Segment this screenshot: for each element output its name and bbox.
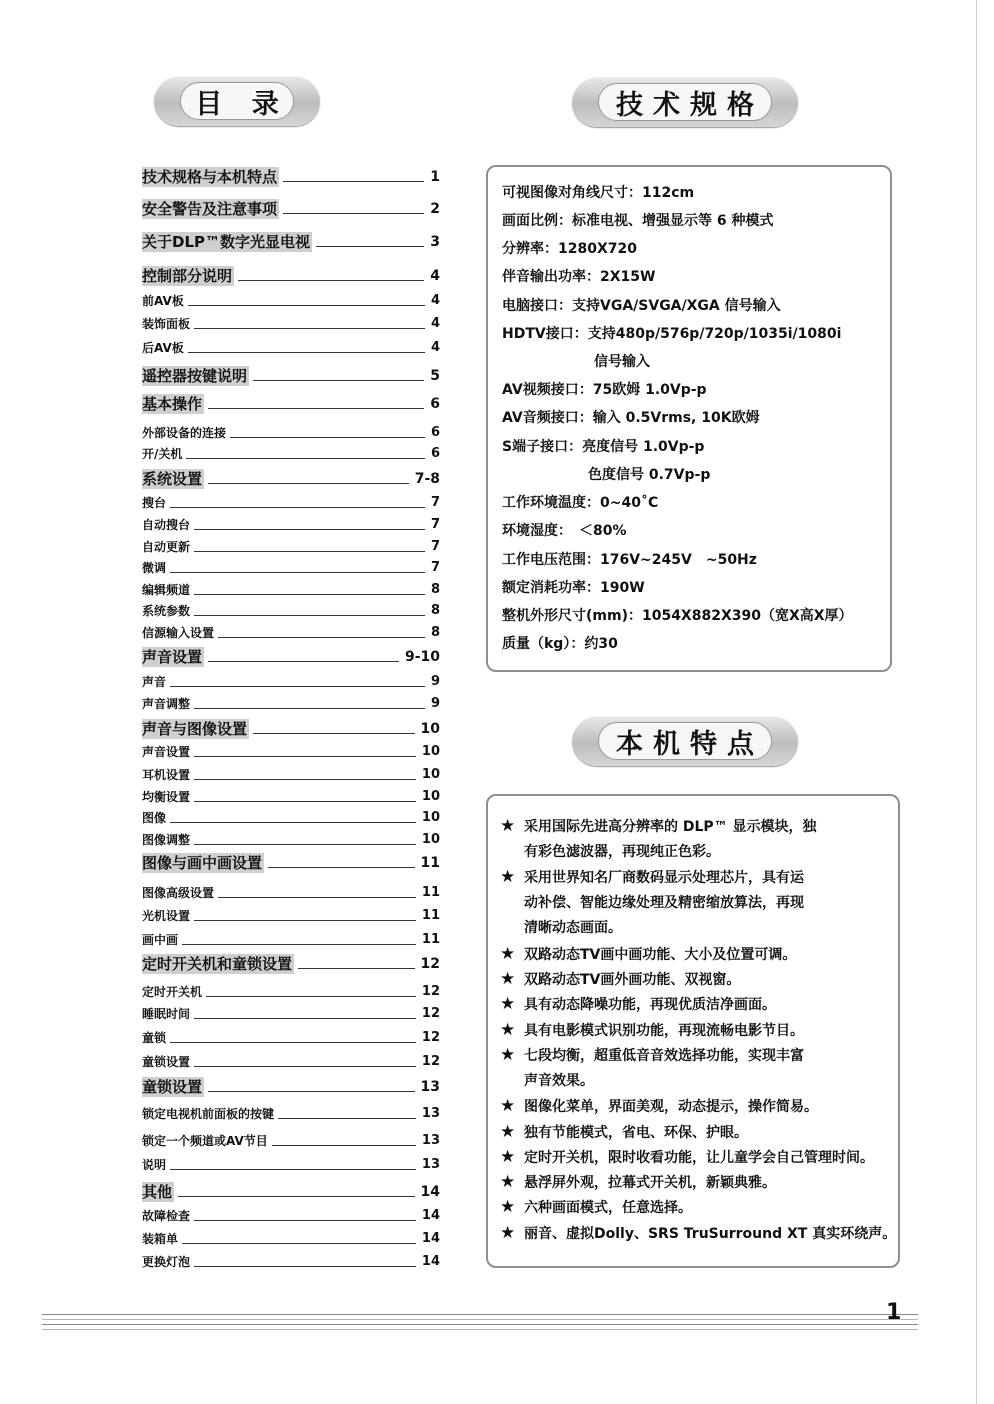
toc-page-number: 10 <box>420 721 440 737</box>
toc-label: 开/关机 <box>142 447 183 461</box>
spec-line: 分辨率：1280X720 <box>502 241 637 257</box>
feature-text: 具有电影模式识别功能，再现流畅电影节目。 <box>524 1023 804 1039</box>
toc-label: 定时开关机 <box>142 985 203 999</box>
toc-label: 声音与图像设置 <box>142 720 248 738</box>
features-heading-pill <box>572 716 798 766</box>
toc-page-number: 14 <box>421 1231 440 1246</box>
toc-page-number: 12 <box>420 956 440 972</box>
toc-label: 搜台 <box>142 496 167 510</box>
toc-leader <box>253 380 424 381</box>
toc-page-number: 11 <box>420 855 440 871</box>
toc-subsection <box>142 291 440 311</box>
feature-text-continued: 有彩色滤波器，再现纯正色彩。 <box>524 844 720 860</box>
toc-subsection <box>142 1131 440 1151</box>
toc-label: 睡眠时间 <box>142 1007 191 1021</box>
toc-label: 童锁设置 <box>142 1055 191 1069</box>
toc-leader <box>272 1145 416 1146</box>
spec-line: 色度信号 0.7Vp-p <box>588 467 711 483</box>
toc-leader <box>218 637 425 638</box>
star-icon: ★ <box>500 994 516 1014</box>
toc-page-number: 7 <box>430 539 440 554</box>
toc-label: 遥控器按键说明 <box>142 367 248 385</box>
toc-label: 声音 <box>142 675 167 689</box>
toc-label: 定时开关机和童锁设置 <box>142 955 293 973</box>
feature-text: 双路动态TV画中画功能、大小及位置可调。 <box>524 947 797 963</box>
toc-subsection <box>142 765 440 785</box>
feature-text: 七段均衡，超重低音音效选择功能，实现丰富 <box>524 1048 804 1064</box>
toc-subsection <box>142 1252 440 1272</box>
spec-line: HDTV接口：支持480p/576p/720p/1035i/1080i <box>502 326 842 342</box>
toc-subsection <box>142 930 440 950</box>
toc-subsection <box>142 423 440 443</box>
toc-page-number: 11 <box>421 908 440 923</box>
toc-page-number: 11 <box>421 932 440 947</box>
toc-subsection <box>142 601 440 621</box>
toc-leader <box>178 1196 415 1197</box>
spec-line: 整机外形尺寸(mm)：1054X882X390（宽X高X厚） <box>502 608 853 624</box>
toc-section <box>142 167 440 187</box>
toc-leader <box>208 661 399 662</box>
toc-section <box>142 266 440 286</box>
feature-item <box>500 1197 692 1218</box>
toc-subsection <box>142 1206 440 1226</box>
toc-label: 说明 <box>142 1158 167 1172</box>
toc-label: 更换灯泡 <box>142 1255 191 1269</box>
toc-leader <box>170 1169 416 1170</box>
feature-item <box>500 994 776 1015</box>
star-icon: ★ <box>500 1020 516 1040</box>
specs-heading-pill <box>572 77 798 127</box>
toc-label: 后AV板 <box>142 341 184 355</box>
toc-section <box>142 394 440 414</box>
toc-page-number: 4 <box>430 316 440 331</box>
toc-leader <box>194 1220 416 1221</box>
toc-leader <box>316 246 424 247</box>
page-number: 1 <box>886 1300 902 1325</box>
feature-text: 采用国际先进高分辨率的 DLP™ 显示模块，独 <box>524 819 817 835</box>
toc-subsection <box>142 1052 440 1072</box>
feature-text: 悬浮屏外观，拉幕式开关机，新颖典雅。 <box>524 1175 776 1191</box>
toc-leader <box>182 944 416 945</box>
toc-label: 其他 <box>142 1183 173 1201</box>
star-icon: ★ <box>500 1223 516 1243</box>
toc-label: 控制部分说明 <box>142 267 233 285</box>
star-icon: ★ <box>500 1172 516 1192</box>
toc-leader <box>208 1091 415 1092</box>
toc-section <box>142 469 440 489</box>
toc-section <box>142 954 440 974</box>
feature-text: 六种画面模式，任意选择。 <box>524 1200 692 1216</box>
toc-page-number: 12 <box>421 1006 440 1021</box>
toc-leader <box>208 483 409 484</box>
toc-section <box>142 647 440 667</box>
toc-leader <box>170 686 425 687</box>
toc-page-number: 2 <box>430 201 440 217</box>
toc-leader <box>278 1118 416 1119</box>
toc-page-number: 7 <box>430 517 440 532</box>
spec-line: 信号输入 <box>594 354 650 370</box>
toc-label: 童锁 <box>142 1031 167 1045</box>
toc-heading: 目 录 <box>180 82 294 120</box>
toc-subsection <box>142 493 440 513</box>
toc-subsection <box>142 444 440 464</box>
toc-section <box>142 1077 440 1097</box>
toc-page-number: 10 <box>421 810 440 825</box>
feature-item <box>500 944 796 965</box>
toc-section <box>142 719 440 739</box>
spec-line: S端子接口：亮度信号 1.0Vp-p <box>502 439 705 455</box>
toc-page-number: 6 <box>430 396 440 412</box>
toc-page-number: 7 <box>430 560 440 575</box>
toc-section <box>142 232 440 252</box>
spec-line: 工作环境温度：0~40˚C <box>502 495 659 511</box>
toc-leader <box>194 801 416 802</box>
toc-page-number: 13 <box>420 1079 440 1095</box>
toc-page-number: 3 <box>430 234 440 250</box>
footer-rule <box>42 1319 918 1320</box>
toc-label: 锁定电视机前面板的按键 <box>142 1107 275 1121</box>
feature-item <box>500 816 817 837</box>
feature-text: 丽音、虚拟Dolly、SRS TruSurround XT 真实环绕声。 <box>524 1226 897 1242</box>
toc-subsection <box>142 314 440 334</box>
toc-leader <box>230 437 425 438</box>
toc-label: 外部设备的连接 <box>142 426 227 440</box>
toc-subsection <box>142 515 440 535</box>
feature-text-continued: 清晰动态画面。 <box>524 920 622 936</box>
toc-subsection <box>142 580 440 600</box>
toc-subsection <box>142 742 440 762</box>
toc-page-number: 13 <box>421 1106 440 1121</box>
star-icon: ★ <box>500 1197 516 1217</box>
spec-line: 可视图像对角线尺寸：112cm <box>502 185 695 201</box>
toc-label: 系统参数 <box>142 604 191 618</box>
toc-label: 声音设置 <box>142 745 191 759</box>
toc-label: 图像高级设置 <box>142 886 215 900</box>
feature-item <box>500 969 740 990</box>
toc-page-number: 10 <box>421 744 440 759</box>
spec-line: 环境湿度： ＜80% <box>502 523 627 539</box>
toc-leader <box>208 408 424 409</box>
feature-item <box>500 1045 804 1066</box>
toc-page-number: 14 <box>421 1254 440 1269</box>
toc-page-number: 4 <box>430 293 440 308</box>
star-icon: ★ <box>500 816 516 836</box>
toc-leader <box>170 572 425 573</box>
star-icon: ★ <box>500 1122 516 1142</box>
toc-label: 故障检查 <box>142 1209 191 1223</box>
toc-subsection <box>142 808 440 828</box>
toc-subsection <box>142 672 440 692</box>
toc-leader <box>283 181 424 182</box>
spec-line: 画面比例：标准电视、增强显示等 6 种模式 <box>502 213 774 229</box>
toc-page-number: 6 <box>430 446 440 461</box>
toc-subsection <box>142 1229 440 1249</box>
feature-text-continued: 声音效果。 <box>524 1073 594 1089</box>
toc-label: 光机设置 <box>142 909 191 923</box>
feature-text: 定时开关机，限时收看功能，让儿童学会自己管理时间。 <box>524 1150 874 1166</box>
toc-leader <box>170 822 416 823</box>
feature-item <box>500 1020 804 1041</box>
star-icon: ★ <box>500 1147 516 1167</box>
toc-leader <box>194 1266 416 1267</box>
toc-page-number: 9-10 <box>404 649 440 665</box>
toc-label: 图像与画中画设置 <box>142 854 263 872</box>
toc-page-number: 12 <box>421 984 440 999</box>
specs-heading: 技术规格 <box>598 83 772 121</box>
spec-line: 电脑接口：支持VGA/SVGA/XGA 信号输入 <box>502 298 781 314</box>
toc-leader <box>194 328 425 329</box>
toc-leader <box>194 615 425 616</box>
toc-page-number: 8 <box>430 603 440 618</box>
feature-text-continued: 动补偿、智能边缘处理及精密缩放算法，再现 <box>524 895 804 911</box>
toc-label: 技术规格与本机特点 <box>142 168 278 186</box>
toc-label: 锁定一个频道或AV节目 <box>142 1134 268 1148</box>
toc-page-number: 8 <box>430 582 440 597</box>
toc-page-number: 9 <box>430 674 440 689</box>
toc-page-number: 13 <box>421 1133 440 1148</box>
toc-section <box>142 853 440 873</box>
toc-leader <box>218 897 416 898</box>
toc-subsection <box>142 883 440 903</box>
toc-page-number: 6 <box>430 425 440 440</box>
toc-page-number: 7-8 <box>414 471 440 487</box>
features-heading: 本机特点 <box>598 722 772 760</box>
toc-section <box>142 366 440 386</box>
toc-leader <box>194 551 425 552</box>
toc-label: 系统设置 <box>142 470 203 488</box>
toc-page-number: 4 <box>430 268 440 284</box>
toc-page-number: 1 <box>430 169 440 185</box>
toc-label: 信源输入设置 <box>142 626 215 640</box>
toc-subsection <box>142 338 440 358</box>
feature-item <box>500 1122 748 1143</box>
feature-text: 具有动态降噪功能，再现优质洁净画面。 <box>524 997 776 1013</box>
toc-leader <box>268 867 415 868</box>
toc-leader <box>194 756 416 757</box>
toc-subsection <box>142 558 440 578</box>
toc-leader <box>170 507 425 508</box>
toc-leader <box>298 968 415 969</box>
feature-item <box>500 1223 896 1244</box>
spec-line: AV音频接口：输入 0.5Vrms, 10K欧姆 <box>502 410 760 426</box>
toc-leader <box>283 213 424 214</box>
toc-label: 自动搜台 <box>142 518 191 532</box>
page-edge <box>976 0 977 1404</box>
toc-label: 画中画 <box>142 933 179 947</box>
toc-leader <box>194 594 425 595</box>
toc-leader <box>194 779 416 780</box>
toc-leader <box>170 1042 416 1043</box>
toc-leader <box>188 305 425 306</box>
toc-subsection <box>142 906 440 926</box>
feature-item <box>500 1147 874 1168</box>
footer-rule <box>42 1324 918 1325</box>
toc-label: 均衡设置 <box>142 790 191 804</box>
feature-text: 双路动态TV画外画功能、双视窗。 <box>524 972 741 988</box>
toc-label: 装箱单 <box>142 1232 179 1246</box>
toc-section <box>142 199 440 219</box>
toc-leader <box>194 920 416 921</box>
toc-label: 耳机设置 <box>142 768 191 782</box>
spec-line: 伴音输出功率：2X15W <box>502 269 656 285</box>
toc-page-number: 14 <box>421 1208 440 1223</box>
toc-page-number: 12 <box>421 1030 440 1045</box>
toc-page-number: 14 <box>420 1184 440 1200</box>
star-icon: ★ <box>500 1096 516 1116</box>
toc-label: 安全警告及注意事项 <box>142 200 278 218</box>
toc-subsection <box>142 787 440 807</box>
toc-label: 装饰面板 <box>142 317 191 331</box>
toc-page-number: 7 <box>430 495 440 510</box>
feature-item <box>500 1172 776 1193</box>
star-icon: ★ <box>500 1045 516 1065</box>
toc-label: 基本操作 <box>142 395 203 413</box>
toc-page-number: 12 <box>421 1054 440 1069</box>
toc-heading-pill <box>154 76 320 126</box>
feature-item <box>500 867 804 888</box>
feature-text: 独有节能模式，省电、环保、护眼。 <box>524 1125 748 1141</box>
feature-text: 图像化菜单，界面美观，动态提示，操作简易。 <box>524 1099 818 1115</box>
spec-line: 工作电压范围：176V~245V ~50Hz <box>502 552 757 568</box>
toc-label: 图像 <box>142 811 167 825</box>
toc-leader <box>194 1018 416 1019</box>
toc-page-number: 9 <box>430 696 440 711</box>
feature-text: 采用世界知名厂商数码显示处理芯片，具有运 <box>524 870 804 886</box>
toc-subsection <box>142 830 440 850</box>
footer-rule <box>42 1329 918 1330</box>
toc-leader <box>194 1066 416 1067</box>
toc-subsection <box>142 1004 440 1024</box>
star-icon: ★ <box>500 944 516 964</box>
footer-rule <box>42 1314 918 1315</box>
toc-leader <box>188 352 425 353</box>
toc-label: 声音设置 <box>142 648 203 666</box>
toc-leader <box>206 996 416 997</box>
toc-label: 关于DLP™数字光显电视 <box>142 233 311 251</box>
toc-page-number: 11 <box>421 885 440 900</box>
toc-leader <box>194 708 425 709</box>
toc-label: 声音调整 <box>142 697 191 711</box>
toc-page-number: 13 <box>421 1157 440 1172</box>
toc-label: 自动更新 <box>142 540 191 554</box>
spec-line: 额定消耗功率：190W <box>502 580 645 596</box>
toc-subsection <box>142 623 440 643</box>
toc-page-number: 4 <box>430 340 440 355</box>
star-icon: ★ <box>500 867 516 887</box>
toc-subsection <box>142 1155 440 1175</box>
toc-label: 微调 <box>142 561 167 575</box>
toc-page-number: 5 <box>430 368 440 384</box>
toc-page-number: 10 <box>421 789 440 804</box>
toc-leader <box>194 529 425 530</box>
toc-leader <box>182 1243 416 1244</box>
toc-page-number: 10 <box>421 767 440 782</box>
toc-subsection <box>142 982 440 1002</box>
toc-page-number: 10 <box>421 832 440 847</box>
toc-subsection <box>142 694 440 714</box>
star-icon: ★ <box>500 969 516 989</box>
toc-page-number: 8 <box>430 625 440 640</box>
toc-leader <box>253 733 415 734</box>
feature-item <box>500 1096 818 1117</box>
toc-subsection <box>142 1028 440 1048</box>
toc-label: 童锁设置 <box>142 1078 203 1096</box>
toc-label: 图像调整 <box>142 833 191 847</box>
spec-line: 质量（kg）：约30 <box>502 636 618 652</box>
toc-leader <box>186 458 425 459</box>
toc-subsection <box>142 537 440 557</box>
toc-section <box>142 1182 440 1202</box>
spec-line: AV视频接口：75欧姆 1.0Vp-p <box>502 382 707 398</box>
toc-label: 编辑频道 <box>142 583 191 597</box>
toc-leader <box>194 844 416 845</box>
toc-leader <box>238 280 424 281</box>
toc-subsection <box>142 1104 440 1124</box>
toc-label: 前AV板 <box>142 294 184 308</box>
